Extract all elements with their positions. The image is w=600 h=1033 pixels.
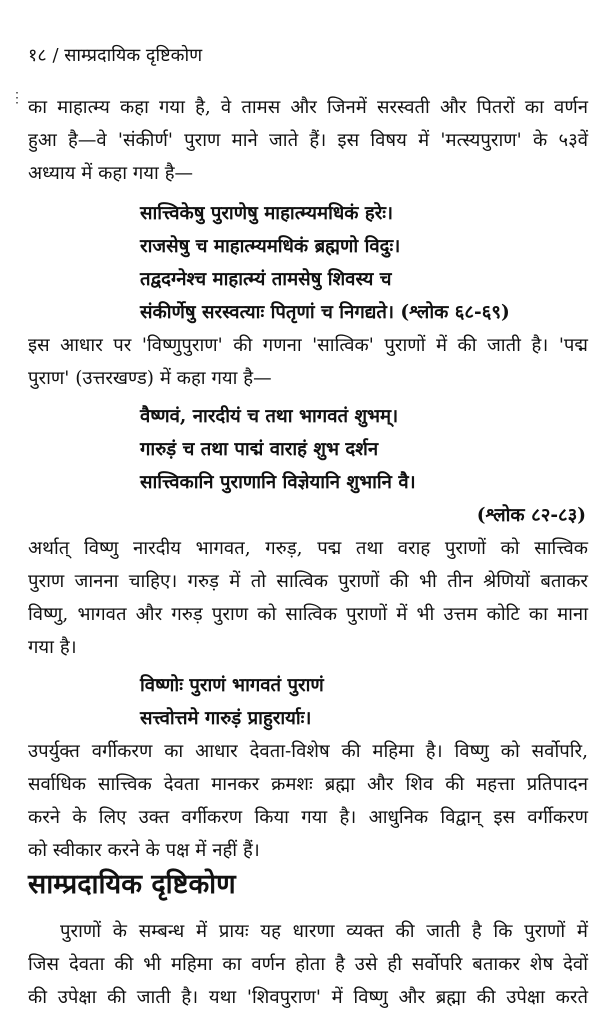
running-head: १८ / साम्प्रदायिक दृष्टिकोण — [28, 45, 203, 66]
para4-line-3: करने के लिए उक्त वर्गीकरण किया गया है। आधुनिक विद्वान् इस वर्गीकरण — [28, 807, 588, 828]
para4-line-4: को स्वीकार करने के पक्ष में नहीं हैं। — [28, 840, 260, 861]
verse3-line-1: विष्णोः पुराणं भागवतं पुराणं — [140, 675, 324, 696]
para1-line-2: हुआ है—वे 'संकीर्ण' पुराण माने जाते हैं। इस विषय में 'मत्स्यपुराण' के ५३वें — [28, 130, 588, 151]
para3-line-2: पुराण जानना चाहिए। गरुड़ में तो सात्विक पुराणों की भी तीन श्रेणियों बताकर — [28, 571, 588, 592]
para1-line-3: अध्याय में कहा गया है— — [28, 163, 194, 184]
verse2-line-2: गारुड़ं च तथा पाद्मं वाराहं शुभ दर्शन — [140, 439, 379, 460]
verse1-line-1: सात्त्विकेषु पुराणेषु माहात्म्यमधिकं हरेः। — [140, 203, 394, 224]
verse1-line-4 — [140, 301, 510, 325]
verse2-reference: (श्लोक ८२-८३) — [476, 505, 586, 526]
para1-line-1: का माहात्म्य कहा गया है, वे तामस और जिनमें सरस्वती और पितरों का वर्णन — [28, 97, 588, 118]
para3-line-1: अर्थात् विष्णु नारदीय भागवत, गरुड़, पद्म तथा वराह पुराणों को सात्त्विक — [28, 538, 588, 559]
para4-line-2: सर्वाधिक सात्त्विक देवता मानकर क्रमशः ब्रह्मा और शिव की महत्ता प्रतिपादन — [28, 774, 588, 795]
verse1-line-3: तद्वदग्नेश्च माहात्म्यं तामसेषु शिवस्य च — [140, 269, 392, 290]
para4-line-1: उपर्युक्त वर्गीकरण का आधार देवता-विशेष की महिमा है। विष्णु को सर्वोपरि, — [28, 741, 588, 762]
verse2-line-3: सात्त्विकानि पुराणानि विज्ञेयानि शुभानि वै। — [140, 472, 416, 493]
section-heading: साम्प्रदायिक दृष्टिकोण — [28, 869, 236, 900]
para3-line-4: गया है। — [28, 637, 77, 658]
verse1-line-2: राजसेषु च माहात्म्यमधिकं ब्रह्मणो विदुः। — [140, 236, 401, 257]
margin-mark: ⋮ — [10, 90, 24, 106]
para2-line-2: पुराण' (उत्तरखण्ड) में कहा गया है— — [28, 368, 272, 389]
para5-line-2: जिस देवता की भी महिमा का वर्णन होता है उसे ही सर्वोपरि बताकर शेष देवों — [28, 954, 588, 975]
para5-line-1: पुराणों के सम्बन्ध में प्रायः यह धारणा व्यक्त की जाती है कि पुराणों में — [60, 921, 588, 942]
verse2-line-1: वैष्णवं, नारदीयं च तथा भागवतं शुभम्। — [140, 406, 399, 427]
para5-line-3: की उपेक्षा की जाती है। यथा 'शिवपुराण' में विष्णु और ब्रह्मा की उपेक्षा करते — [28, 987, 588, 1008]
verse3-line-2: सत्त्वोत्तमे गारुड़ं प्राहुरार्याः। — [140, 708, 312, 729]
para2-line-1: इस आधार पर 'विष्णुपुराण' की गणना 'सात्विक' पुराणों में की जाती है। 'पद्म — [28, 335, 588, 356]
para3-line-3: विष्णु, भागवत और गरुड़ पुराण को सात्विक पुराणों में भी उत्तम कोटि का माना — [28, 604, 588, 625]
verse1-line-4-text: संकीर्णेषु सरस्वत्याः पितृणां च निगद्यते। — [140, 302, 394, 323]
verse1-reference: (श्लोक ६८-६९) — [400, 302, 510, 323]
